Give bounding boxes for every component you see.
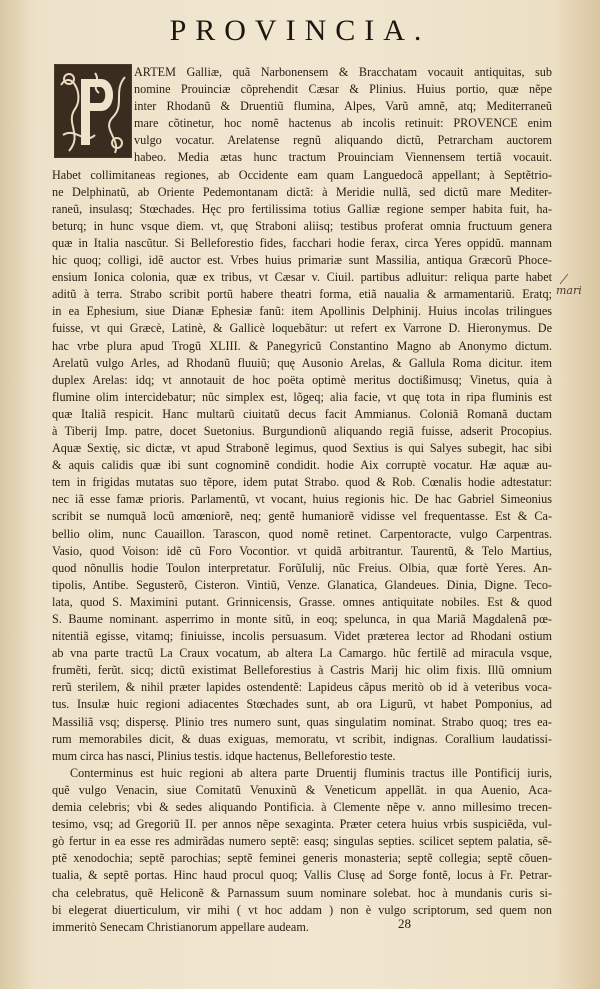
text-line: ne Delphinatũ, ab Oriente Pedemontanam dictã: à Meridie nullã, sed dictũ mare Mediter-: [52, 184, 552, 199]
text-line: flumine olim intercidebatur; nũc simplex est, lõgeq; alia facie, vt quę tota in ripa fluminis est: [52, 389, 552, 404]
text-line: tualia, & septẽ portas. Hinc haud procul quoq; Vallis Clusę ad Sorge fontẽ, locus à Fr. Petrar-: [52, 868, 552, 883]
text-line: aditũ à terra. Strabo scribit portũ habere theatri forma, etiã naualia & armamentariũ. Eratq;: [52, 287, 552, 302]
text-line: vulgo vocatur. Arelatense regnũ aliquando dictũ, Petrarcham auctorem: [134, 133, 552, 148]
page-title: PROVINCIA.: [169, 14, 431, 47]
text-line: ensium Ionica colonia, quæ ex tribus, vt Cæsar v. Ciuil. partibus adluitur: reliqua parte habet: [52, 270, 552, 285]
text-line: ptẽ xenodochia; septẽ parochias; septẽ feminei generis monasteria; septẽ collegia; septẽ cõuen-: [52, 851, 552, 866]
text-line: mare cõtinetur, hoc nomẽ hactenus ab incolis retinuit: PROVENCE enim: [134, 116, 552, 131]
text-line: lata, quod S. Maximini putant. Grinnicensis, Grasse. omnes antiquitate nobiles. Est & quod: [52, 594, 552, 609]
text-line: tus. Insulæ huic regioni adiacentes Stœchades sunt, ab ora Ligurũ, vt habet Pomponius, ad: [52, 697, 552, 712]
text-line: immeritò Senecam Christianorum appellare audeam.: [52, 919, 309, 934]
text-line: duplex Arelas: idq; vt annotauit de hoc poëta optimè meritus doctißimusq; Vinetus, quia à: [52, 372, 552, 387]
text-line: mum circa has nasci, Plinius testis. idque hactenus, Belleforestio teste.: [52, 748, 396, 763]
body-text: [52, 64, 552, 936]
text-line: bi elegerat diuerticulum, vir mihi ( vt hoc addam ) non è vulgo scriptorum, sed quem non: [52, 902, 552, 917]
text-line: nomine Prouinciæ cõprehendit Cæsar & Plinius. Huius portio, quæ nẽpe: [134, 82, 552, 97]
text-line: tipolis, Antibe. Segusterõ, Cisteron. Vintiũ, Venze. Glanatica, Glandeues. Dinia, Digne. Teco-: [52, 577, 552, 592]
text-line: tem in frigidas mutatas suo tẽpore, idem putat Strabo. quod & Rob. Cœnalis hodie adtestatur:: [52, 475, 552, 490]
text-line: S. Baume nominant. asperrimo in monte sitũ, in eoq; spelunca, in qua Mariã Magdalenã pœ-: [52, 612, 552, 626]
text-line: rum memorabiles dicit, & duas exiguas, memoratu, vt scribit, indignas. Corallium laudatissi-: [52, 731, 552, 746]
text-line: ARTEM Galliæ, quã Narbonensem & Bracchatam vocauit antiquitas, sub: [134, 65, 552, 79]
text-line: nitentiã egisse, vitamq; finiuisse, incolis persuasum. Videt prӕterea lector ad Rhodani ostium: [52, 629, 552, 644]
text-line: demia celebris; vbi & sedes aliquando Pontificia. à Clemente nẽpe v. anno millesimo trecen-: [52, 800, 552, 815]
text-line: à Tiberij Imp. patre, docet Suetonius. Burgundionũ aliquando regiã fuisse, adserit Procopius.: [52, 423, 552, 438]
text-line: ab vna parte tractũ La Craux vocatum, ab altera La Camargo. hũc fertilẽ ad miracula vsque,: [52, 646, 552, 661]
text-line: rerũ sterilem, & nihil prӕter lapides ostendentẽ: Lapideus cãpus meritò ob id à veteribus voca-: [52, 680, 552, 695]
text-line: raneũ, insulasq; Stœchades. Hęc pro fertilissima totius Galliæ regione semper habita fuit, ha-: [52, 201, 552, 216]
text-line: Conterminus est huic regioni ab altera parte Druentij fluminis tractus ille Pontificij iuris,: [70, 765, 552, 780]
text-line: in ea Ephesium, siue Dianæ Ephesiæ fanũ: item Apollinis Delphinij. Huius incolas trilingues: [52, 304, 552, 319]
text-line: nec iã esse famæ prioris. Parlamentũ, vt vocant, huius regionis hic. De hac Gabriel Simeonius: [52, 492, 552, 507]
text-line: hic quoq; colligi, idẽ auctor est. Vrbes huius primariæ sunt Massilia, antiqua Græcorũ Phoce-: [52, 253, 552, 268]
text-line: Arelatũ vulgo Arles, ad Rhodanũ fluuiũ; quę Ausonio Arelas, & Gallula Roma dicitur. item: [52, 355, 552, 370]
text-line: gò fertur in ea esse res admirãdas numero septẽ: easq; singulas septies. scilicet septem palatia, sẽ-: [52, 834, 552, 849]
text-line: quẽ vulgo Venacin, siue Comitatũ Venuxinũ & Veneticum appellãt. in qua Auenio, Aca-: [52, 782, 552, 797]
text-line: Massiliã vsq; dispersę. Plinio tres numero sunt, quas singulatim nominat. Strabo quoq; tres ea-: [52, 714, 552, 729]
text-line: Habet collimitaneas regiones, ab Occidente eam quam Languedocã appellant; à Septẽtrio-: [52, 167, 552, 182]
text-line: fuisse, vt qui Græcè, Latinè, & Gallicè loquebãtur: ut refert ex Varrone D. Hieronymus. De: [52, 321, 552, 336]
text-line: quæ Italiã respicit. Hanc multarũ ciuitatũ decus facit Ammianus. Coloniã Romanã ductam: [52, 406, 552, 421]
text-line: tesimo, vsq; ad Gregoriũ II. per annos nẽpe sexaginta. Prӕter cetera huius vrbis suspiciẽda, vul-: [52, 817, 552, 832]
text-line: Vasio, quod Voison: idẽ cũ Foro Vocontior. vt quidã arbitrantur. Taurentũ, & Telo Martius,: [52, 543, 552, 558]
handwritten-margin-note: mari: [556, 284, 582, 297]
text-line: habeo. Media ætas hunc tractum Prouinciam Viennensem tertiã vocauit.: [134, 150, 552, 165]
text-line: quæ in Italia nascũtur. Si Belleforestio fides, facchari hodie ferax, circa Yeres oppidũ. mannam: [52, 235, 552, 250]
text-line: scribit se numquã locũ amœniorẽ, neq; gentẽ humaniorẽ vidisse vel frequentasse. Est & Ca-: [52, 509, 552, 524]
text-line: Aquæ Sextię, sic dictæ, vt apud Strabonẽ legimus, quod Sextius is qui Salyes subegit, hac sibi: [52, 441, 552, 456]
text-line: & aquis calidis quæ ibi sunt cognominẽ condidit. hodie Aix corruptè vocatur. Hæ aquæ au-: [52, 458, 552, 473]
text-line: beturq; in hunc vsque diem. vt, quę Straboni aliisq; testibus proferat omnia fructuum genera: [52, 218, 552, 233]
text-line: bellio olim, nunc Cauaillon. Tarascon, quod nomẽ retinet. Carpentoracte, vulgo Carpentras.: [52, 526, 552, 541]
page-number: 28: [398, 916, 411, 931]
text-line: quod nõnullis hodie Toulon interpretatur. ForũIulij, nũc Freius. Olbia, quæ fortè Yeres. An-: [52, 560, 552, 575]
text-line: frumẽti, ferũt. sicq; dictũ existimat Belleforestius à Castris Marij hic olim fixis. Illũ omnium: [52, 663, 552, 678]
text-line: cha celebratus, quẽ Heliconẽ & Parnassum suum nominare solebat. hoc à mundanis curis si-: [52, 885, 552, 900]
text-line: hac vrbe plura apud Trogũ XLIII. & Panegyricũ Constantino Magno ab Anonymo dictum.: [52, 338, 552, 353]
text-line: inter Rhodanũ & Druentiũ flumina, Alpes, Varũ amnẽ, atq; Mediterraneũ: [134, 99, 552, 114]
